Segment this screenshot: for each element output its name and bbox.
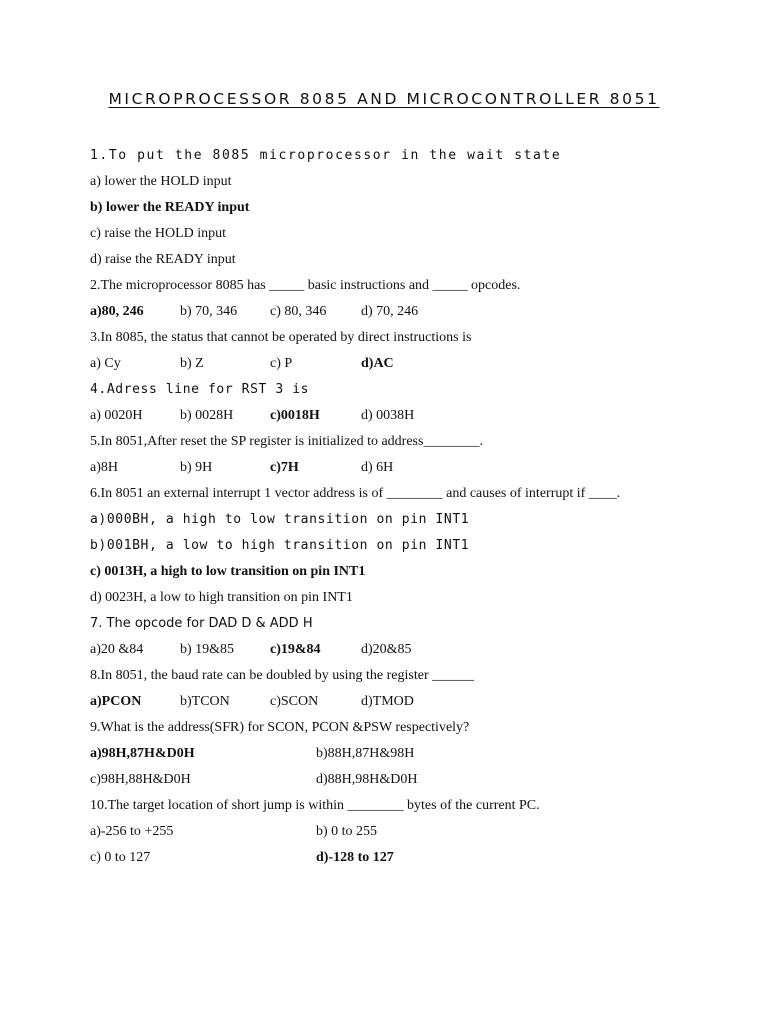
- question-5-option-d: d) 6H: [361, 460, 394, 475]
- question-1-option-b: b) lower the READY input: [90, 200, 250, 215]
- question-10-options-row-2: [90, 845, 710, 871]
- question-3-option-b: b) Z: [180, 356, 204, 371]
- question-3-option-a: a) Cy: [90, 356, 121, 371]
- question-8-option-b: b)TCON: [180, 694, 230, 709]
- question-4-option-a: a) 0020H: [90, 408, 143, 423]
- question-7-option-c: c)19&84: [270, 642, 321, 657]
- question-8-text: 8.In 8051, the baud rate can be doubled by using the register ______: [90, 668, 475, 683]
- question-7-option-a: a)20 &84: [90, 642, 144, 657]
- question-9-options-row-2: [90, 767, 710, 793]
- question-3-option-d: d)AC: [361, 356, 394, 371]
- question-4-option-b: b) 0028H: [180, 408, 234, 423]
- question-4: [90, 377, 710, 403]
- question-10-option-a: a)-256 to +255: [90, 824, 174, 839]
- question-8-option-d: d)TMOD: [361, 694, 414, 709]
- question-1-option-c: c) raise the HOLD input: [90, 226, 227, 241]
- question-5-option-b: b) 9H: [180, 460, 213, 475]
- question-3-options: [90, 351, 710, 377]
- question-6-option-a: a)000BH, a high to low transition on pin INT1: [90, 512, 470, 527]
- question-9-options-row-1: [90, 741, 710, 767]
- question-7-option-b: b) 19&85: [180, 642, 235, 657]
- question-2-option-d: d) 70, 246: [361, 304, 419, 319]
- question-9-option-a: a)98H,87H&D0H: [90, 746, 195, 761]
- question-9-option-c: c)98H,88H&D0H: [90, 772, 191, 787]
- question-6-text: 6.In 8051 an external interrupt 1 vector address is of ________ and causes of interrupt if ____.: [90, 486, 621, 501]
- question-4-options: [90, 403, 710, 429]
- question-6-option-a-row: [90, 507, 710, 533]
- question-10-option-c: c) 0 to 127: [90, 850, 151, 865]
- question-8-options: [90, 689, 710, 715]
- question-3-text: 3.In 8085, the status that cannot be operated by direct instructions is: [90, 330, 472, 345]
- question-7-option-d: d)20&85: [361, 642, 412, 657]
- question-8-option-a: a)PCON: [90, 694, 142, 709]
- question-5-text: 5.In 8051,After reset the SP register is initialized to address________.: [90, 434, 483, 449]
- document-title: MICROPROCESSOR 8085 AND MICROCONTROLLER 8051: [108, 90, 660, 108]
- question-2-option-b: b) 70, 346: [180, 304, 238, 319]
- question-10-option-d: d)-128 to 127: [316, 850, 394, 865]
- question-10-text: 10.The target location of short jump is within ________ bytes of the current PC.: [90, 798, 540, 813]
- question-9-option-d: d)88H,98H&D0H: [316, 772, 418, 787]
- question-9-text: 9.What is the address(SFR) for SCON, PCON &PSW respectively?: [90, 720, 470, 735]
- question-9-option-b: b)88H,87H&98H: [316, 746, 415, 761]
- question-6-option-c: c) 0013H, a high to low transition on pin INT1: [90, 564, 366, 579]
- question-6-option-b: b)001BH, a low to high transition on pin INT1: [90, 538, 470, 553]
- question-7: [90, 611, 710, 637]
- question-list: [90, 143, 710, 871]
- question-5-option-c: c)7H: [270, 460, 299, 475]
- question-6-option-b-row: [90, 533, 710, 559]
- question-10-options-row-1: [90, 819, 710, 845]
- question-4-text: 4.Adress line for RST 3 is: [90, 382, 310, 397]
- question-3-option-c: c) P: [270, 356, 293, 371]
- question-7-options: [90, 637, 710, 663]
- question-5-options: [90, 455, 710, 481]
- question-4-option-c: c)0018H: [270, 408, 320, 423]
- question-2-text: 2.The microprocessor 8085 has _____ basic instructions and _____ opcodes.: [90, 278, 521, 293]
- question-1-option-a: a) lower the HOLD input: [90, 174, 232, 189]
- question-2-option-c: c) 80, 346: [270, 304, 327, 319]
- question-4-option-d: d) 0038H: [361, 408, 415, 423]
- question-2-options: [90, 299, 710, 325]
- question-10-option-b: b) 0 to 255: [316, 824, 378, 839]
- question-2-option-a: a)80, 246: [90, 304, 144, 319]
- question-8-option-c: c)SCON: [270, 694, 319, 709]
- question-1: [90, 143, 710, 169]
- question-7-text: 7. The opcode for DAD D & ADD H: [90, 616, 313, 631]
- question-6-option-d: d) 0023H, a low to high transition on pin INT1: [90, 590, 353, 605]
- question-1-option-d: d) raise the READY input: [90, 252, 236, 267]
- question-5-option-a: a)8H: [90, 460, 118, 475]
- question-1-text: 1.To put the 8085 microprocessor in the wait state: [90, 148, 562, 163]
